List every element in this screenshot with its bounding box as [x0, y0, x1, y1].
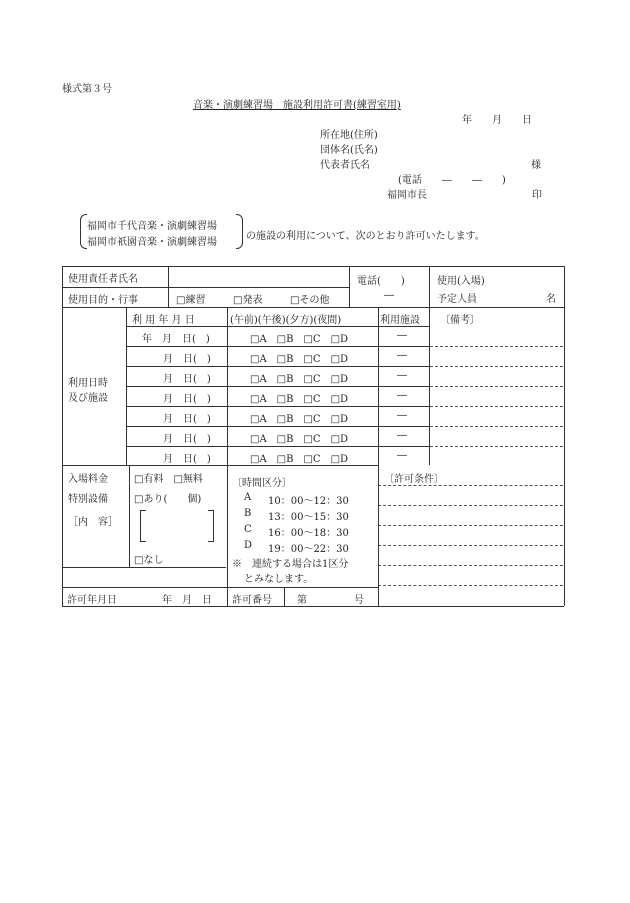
- row-date: 月 日( ): [163, 454, 211, 465]
- content-label: ［内 容］: [68, 517, 118, 528]
- seal-mark: 印: [532, 190, 542, 201]
- phone-label: 電話( ): [357, 276, 405, 287]
- form-number: 様式第３号: [62, 84, 112, 95]
- usage-label-line2: 及び施設: [68, 393, 108, 404]
- special-equipment-yes[interactable]: □あり( 個): [134, 494, 202, 505]
- organization-label: 団体名(氏名): [320, 145, 378, 156]
- purpose-other-checkbox[interactable]: □その他: [290, 295, 330, 306]
- representative-label: 代表者氏名: [320, 160, 370, 171]
- right-bracket: [236, 214, 243, 249]
- date-header: 利 用 年 月 日: [132, 315, 195, 326]
- row-slots[interactable]: □A □B □C □D: [250, 374, 349, 385]
- row-facility: ―: [397, 390, 407, 401]
- content-right-bracket: [208, 510, 214, 542]
- permit-number-suffix: 号: [354, 595, 364, 606]
- phone-dash: ―: [384, 290, 394, 301]
- row-slots[interactable]: □A □B □C □D: [250, 334, 349, 345]
- time-division-time: 10：00～12：30: [268, 496, 349, 507]
- address-label: 所在地(住所): [320, 130, 378, 141]
- time-division-time: 19：00～22：30: [268, 544, 349, 555]
- facility-option-chiyo: 福岡市千代音楽・演劇練習場: [87, 221, 217, 232]
- time-division-time: 13：00～15：30: [268, 512, 349, 523]
- row-facility: ―: [397, 350, 407, 361]
- intro-text: の施設の利用について、次のとおり許可いたします。: [246, 231, 485, 242]
- special-equipment-no[interactable]: □なし: [134, 555, 164, 566]
- time-division-code: C: [244, 524, 252, 535]
- left-bracket: [80, 214, 87, 249]
- row-date: 月 日( ): [163, 374, 211, 385]
- page-title: 音楽・演劇練習場 施設利用許可書(練習室用): [193, 100, 401, 111]
- honorific: 様: [531, 160, 541, 171]
- remarks-header: 〔備考〕: [440, 315, 480, 326]
- row-slots[interactable]: □A □B □C □D: [250, 454, 349, 465]
- expected-people-label: 予定人員: [437, 294, 477, 305]
- time-division-label: 〔時間区分〕: [232, 478, 292, 489]
- row-date: 月 日( ): [163, 394, 211, 405]
- phone-line: (電話 ― ― ): [398, 175, 506, 186]
- facility-header: 利用施設: [380, 315, 420, 326]
- row-facility: ―: [397, 430, 407, 441]
- permit-number-label: 許可番号: [232, 595, 272, 606]
- continuation-note-2: とみなします。: [244, 574, 314, 585]
- conditions-label: 〔許可条件〕: [384, 474, 444, 485]
- row-date: 年 月 日( ): [142, 334, 210, 345]
- row-slots[interactable]: □A □B □C □D: [250, 394, 349, 405]
- time-division-code: B: [244, 508, 252, 519]
- time-division-code: D: [244, 540, 253, 551]
- row-date: 月 日( ): [163, 414, 211, 425]
- row-facility: ―: [397, 370, 407, 381]
- time-header: (午前)(午後)(夕方)(夜間): [230, 315, 342, 326]
- permit-date-value: 年 月 日: [162, 595, 212, 606]
- facility-option-gion: 福岡市祇園音楽・演劇練習場: [87, 237, 217, 248]
- time-division-time: 16：00～18：30: [268, 528, 349, 539]
- row-slots[interactable]: □A □B □C □D: [250, 354, 349, 365]
- purpose-label: 使用目的・行事: [68, 295, 138, 306]
- row-date: 月 日( ): [163, 434, 211, 445]
- row-slots[interactable]: □A □B □C □D: [250, 434, 349, 445]
- purpose-performance-checkbox[interactable]: □発表: [233, 295, 263, 306]
- continuation-note: ※ 連続する場合は1区分: [232, 559, 349, 570]
- entry-fee-label: 入場料金: [68, 474, 108, 485]
- mayor-label: 福岡市長: [387, 190, 427, 201]
- row-slots[interactable]: □A □B □C □D: [250, 414, 349, 425]
- date-line: 年 月 日: [462, 115, 532, 126]
- permit-number-prefix: 第: [297, 595, 307, 606]
- purpose-practice-checkbox[interactable]: □練習: [176, 295, 206, 306]
- people-unit: 名: [546, 294, 556, 305]
- entry-fee-options[interactable]: □有料 □無料: [134, 474, 203, 485]
- usage-label-line1: 利用日時: [68, 378, 108, 389]
- content-left-bracket: [140, 510, 146, 542]
- row-date: 月 日( ): [163, 354, 211, 365]
- permit-date-label: 許可年月日: [67, 595, 117, 606]
- row-facility: ―: [397, 410, 407, 421]
- special-equipment-label: 特別設備: [68, 494, 108, 505]
- row-facility: ―: [397, 330, 407, 341]
- responsible-person-label: 使用責任者氏名: [68, 274, 138, 285]
- time-division-code: A: [244, 492, 252, 503]
- row-facility: ―: [397, 450, 407, 461]
- attendance-label: 使用(入場): [437, 276, 485, 287]
